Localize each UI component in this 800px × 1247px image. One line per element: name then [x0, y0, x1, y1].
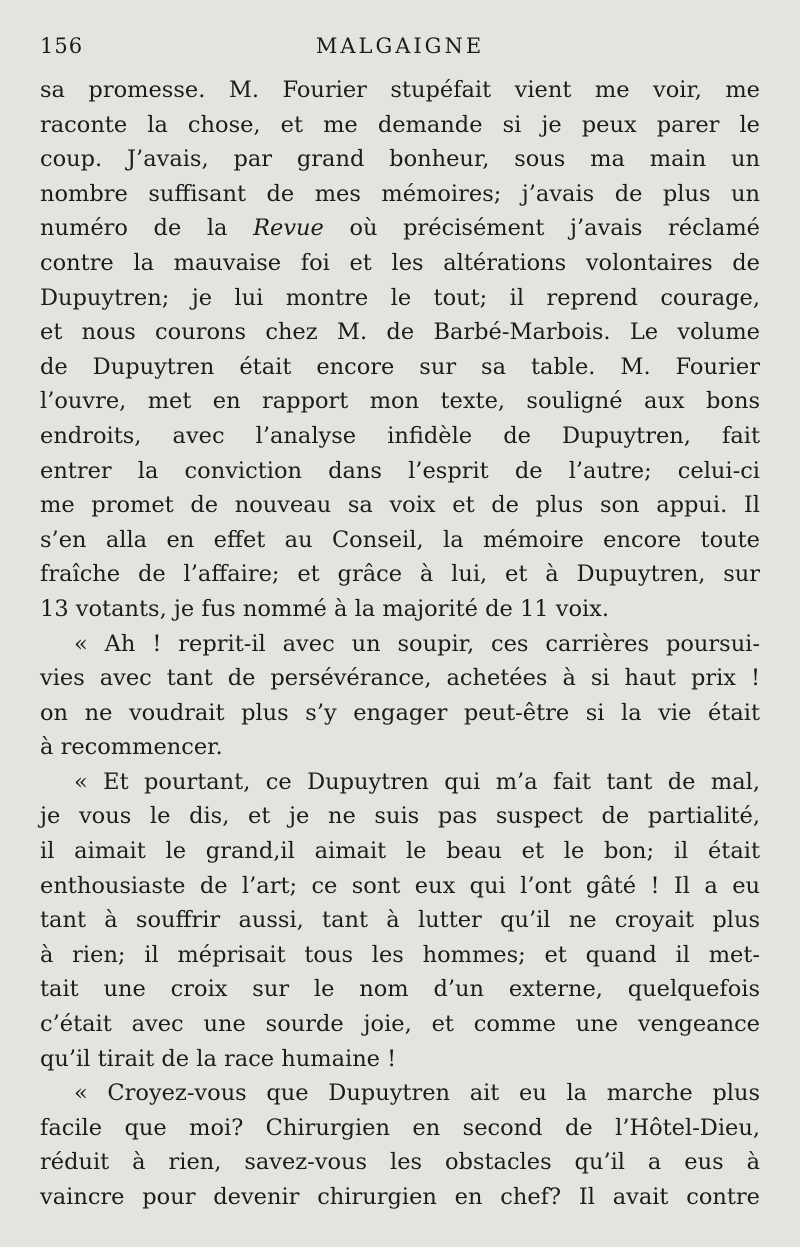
text-line: on ne voudrait plus s’y engager peut-être si la vie était	[40, 699, 760, 726]
text-line: endroits, avec l’analyse infidèle de Dupuytren, fait	[40, 422, 760, 449]
text-segment: numéro de la	[40, 215, 254, 242]
text-line: je vous le dis, et je ne suis pas suspect de partialité,	[40, 803, 760, 830]
text-line: Dupuytren; je lui montre le tout; il reprend courage,	[40, 284, 760, 311]
text-line	[40, 211, 760, 246]
text-line: raconte la chose, et me demande si je peux parer le	[40, 111, 760, 138]
text-line: « Croyez-vous que Dupuytren ait eu la marche plus	[74, 1080, 760, 1107]
text-line: c’était avec une sourde joie, et comme une vengeance	[40, 1011, 760, 1038]
text-line: s’en alla en effet au Conseil, la mémoire encore toute	[40, 526, 760, 553]
text-line: facile que moi? Chirurgien en second de l’Hôtel-Dieu,	[40, 1114, 760, 1141]
text-line: enthousiaste de l’art; ce sont eux qui l’ont gâté ! Il a eu	[40, 872, 760, 899]
text-line: réduit à rien, savez-vous les obstacles qu’il a eus à	[40, 1149, 760, 1176]
text-line: à rien; il méprisait tous les hommes; et quand il met-	[40, 941, 760, 968]
text-line: de Dupuytren était encore sur sa table. M. Fourier	[40, 353, 760, 380]
text-line: 13 votants, je fus nommé à la majorité de 11 voix.	[40, 595, 610, 622]
text-line: qu’il tirait de la race humaine !	[40, 1045, 397, 1072]
body-text	[40, 73, 760, 1215]
page-number: 156	[40, 34, 84, 58]
text-line: vaincre pour devenir chirurgien en chef? Il avait contre	[40, 1184, 760, 1210]
text-line: à recommencer.	[40, 734, 223, 761]
text-segment: où précisément j’avais réclamé	[323, 215, 760, 242]
text-line: l’ouvre, met en rapport mon texte, souligné aux bons	[40, 388, 760, 415]
text-line: et nous courons chez M. de Barbé-Marbois. Le volume	[40, 319, 760, 346]
running-title: MALGAIGNE	[315, 34, 485, 58]
page-header	[40, 34, 760, 66]
italic-title: Revue	[253, 215, 324, 242]
text-line: vies avec tant de persévérance, achetées à si haut prix !	[40, 665, 760, 692]
text-line: coup. J’avais, par grand bonheur, sous ma main un	[40, 146, 760, 173]
text-line: tant à souffrir aussi, tant à lutter qu’il ne croyait plus	[40, 907, 760, 934]
text-line: sa promesse. M. Fourier stupéfait vient me voir, me	[40, 77, 760, 103]
text-line: me promet de nouveau sa voix et de plus son appui. Il	[40, 492, 760, 519]
text-line: fraîche de l’affaire; et grâce à lui, et à Dupuytren, sur	[40, 561, 760, 588]
text-line: contre la mauvaise foi et les altérations volontaires de	[40, 249, 760, 276]
text-line: il aimait le grand,il aimait le beau et le bon; il était	[40, 838, 760, 865]
text-line: tait une croix sur le nom d’un externe, quelquefois	[40, 976, 760, 1003]
text-line: « Ah ! reprit-il avec un soupir, ces carrières poursui-	[74, 630, 760, 657]
text-line: « Et pourtant, ce Dupuytren qui m’a fait tant de mal,	[74, 768, 760, 795]
text-line: entrer la conviction dans l’esprit de l’autre; celui-ci	[40, 457, 760, 484]
text-line: nombre suffisant de mes mémoires; j’avais de plus un	[40, 180, 760, 207]
